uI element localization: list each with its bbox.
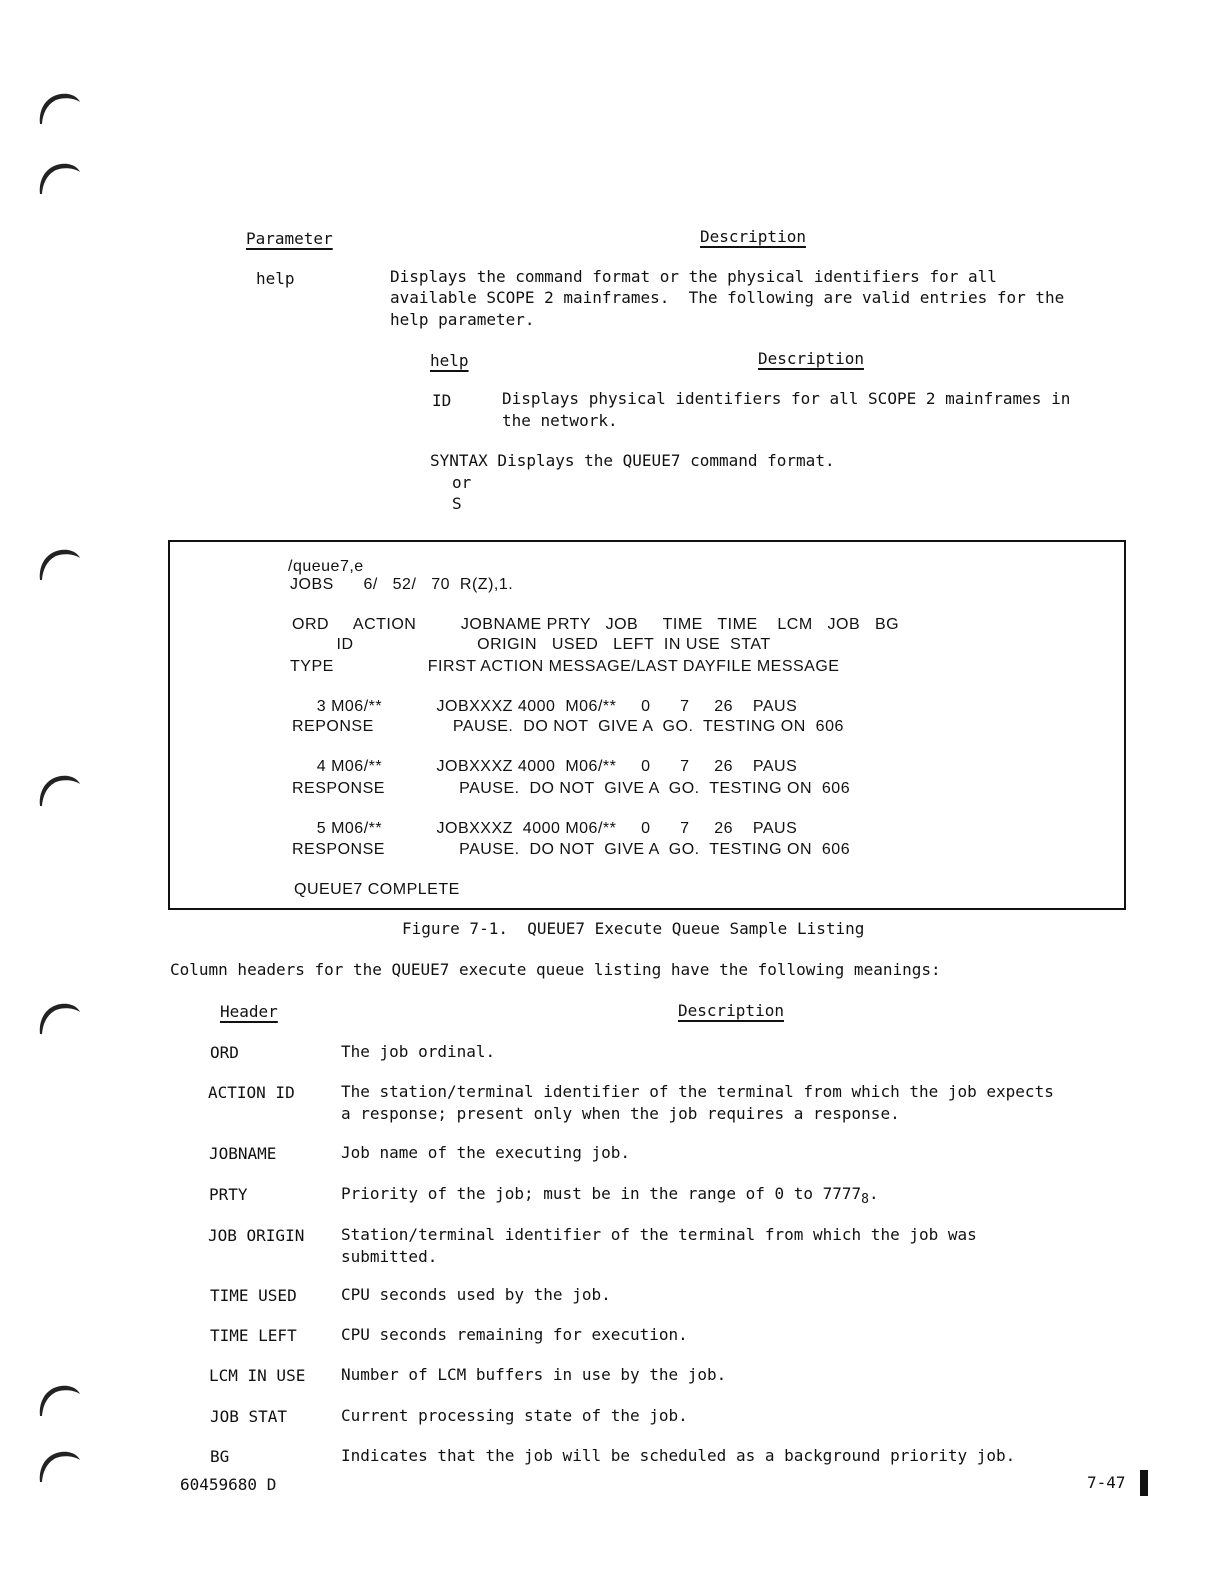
- binder-hole-mark: [34, 1378, 84, 1418]
- header-term: BG: [210, 1447, 230, 1466]
- header-term: TIME LEFT: [210, 1326, 297, 1345]
- header-term: LCM IN USE: [209, 1366, 306, 1385]
- help-entry-id: ID: [432, 391, 452, 410]
- listing-line: JOBS 6/ 52/ 70 R(Z),1.: [290, 576, 514, 593]
- listing-line: 5 M06/** JOBXXXZ 4000 M06/** 0 7 26 PAUS: [292, 820, 798, 837]
- header-description-line: Station/terminal identifier of the terminal from which the job was: [341, 1225, 977, 1244]
- listing-line: 3 M06/** JOBXXXZ 4000 M06/** 0 7 26 PAUS: [292, 698, 798, 715]
- header-term: JOB ORIGIN: [208, 1226, 305, 1245]
- help-entry-syntax: SYNTAX Displays the QUEUE7 command format.: [430, 451, 835, 470]
- binder-hole-mark: [34, 768, 84, 808]
- binder-hole-mark: [34, 542, 84, 582]
- binder-hole-mark: [34, 156, 84, 196]
- header-term: JOBNAME: [209, 1144, 277, 1163]
- listing-line: ID ORIGIN USED LEFT IN USE STAT: [292, 636, 771, 653]
- listing-line: ORD ACTION JOBNAME PRTY JOB TIME TIME LCM JOB BG: [292, 616, 900, 633]
- header-term: PRTY: [209, 1185, 248, 1204]
- page-number: 7-47: [1087, 1473, 1126, 1492]
- header-description-line: a response; present only when the job requires a response.: [341, 1104, 900, 1123]
- description-column-header: Description: [678, 1001, 784, 1020]
- header-description-line: Priority of the job; must be in the range of 0 to $7777_8$.: [341, 1184, 879, 1207]
- binder-hole-mark: [34, 1444, 84, 1484]
- listing-line: /queue7,e: [288, 558, 364, 575]
- parameter-description-line: Displays the command format or the physical identifiers for all: [390, 267, 997, 286]
- listing-line: REPONSE PAUSE. DO NOT GIVE A GO. TESTING ON 606: [292, 718, 844, 735]
- help-entry-id-description-line: Displays physical identifiers for all SCOPE 2 mainframes in: [502, 389, 1071, 408]
- intro-text: Column headers for the QUEUE7 execute queue listing have the following meanings:: [170, 960, 941, 979]
- help-entry-s: S: [452, 494, 462, 513]
- parameter-column-header: Parameter: [246, 229, 333, 248]
- revision-bar: [1140, 1470, 1148, 1496]
- listing-line: RESPONSE PAUSE. DO NOT GIVE A GO. TESTING ON 606: [292, 841, 851, 858]
- header-term: ACTION ID: [208, 1083, 295, 1102]
- help-entry-or: or: [452, 473, 472, 492]
- header-term: JOB STAT: [210, 1407, 288, 1426]
- header-term: ORD: [210, 1043, 239, 1062]
- help-entry-id-description-line: the network.: [502, 411, 618, 430]
- binder-hole-mark: [34, 996, 84, 1036]
- header-term: TIME USED: [210, 1286, 297, 1305]
- header-description-line: The station/terminal identifier of the terminal from which the job expects: [341, 1082, 1054, 1101]
- header-description-line: Indicates that the job will be scheduled as a background priority job.: [341, 1446, 1016, 1465]
- listing-line: TYPE FIRST ACTION MESSAGE/LAST DAYFILE MESSAGE: [290, 658, 840, 675]
- header-description-line: Current processing state of the job.: [341, 1406, 688, 1425]
- help-subheader: help: [430, 351, 469, 370]
- header-description-line: Job name of the executing job.: [341, 1143, 630, 1162]
- header-description-line: The job ordinal.: [341, 1042, 496, 1061]
- parameter-description-line: available SCOPE 2 mainframes. The following are valid entries for the: [390, 288, 1065, 307]
- figure-caption: Figure 7-1. QUEUE7 Execute Queue Sample Listing: [402, 919, 865, 938]
- description-column-header: Description: [700, 227, 806, 246]
- listing-line: QUEUE7 COMPLETE: [294, 881, 460, 898]
- parameter-name: help: [256, 269, 295, 288]
- header-description-line: Number of LCM buffers in use by the job.: [341, 1365, 727, 1384]
- document-number: 60459680 D: [180, 1475, 277, 1494]
- parameter-description-line: help parameter.: [390, 310, 535, 329]
- listing-line: RESPONSE PAUSE. DO NOT GIVE A GO. TESTING ON 606: [292, 780, 851, 797]
- help-description-subheader: Description: [758, 349, 864, 368]
- header-description-line: CPU seconds remaining for execution.: [341, 1325, 688, 1344]
- header-description-line: submitted.: [341, 1247, 438, 1266]
- binder-hole-mark: [34, 86, 84, 126]
- header-description-line: CPU seconds used by the job.: [341, 1285, 611, 1304]
- header-column-header: Header: [220, 1002, 278, 1021]
- listing-line: 4 M06/** JOBXXXZ 4000 M06/** 0 7 26 PAUS: [292, 758, 798, 775]
